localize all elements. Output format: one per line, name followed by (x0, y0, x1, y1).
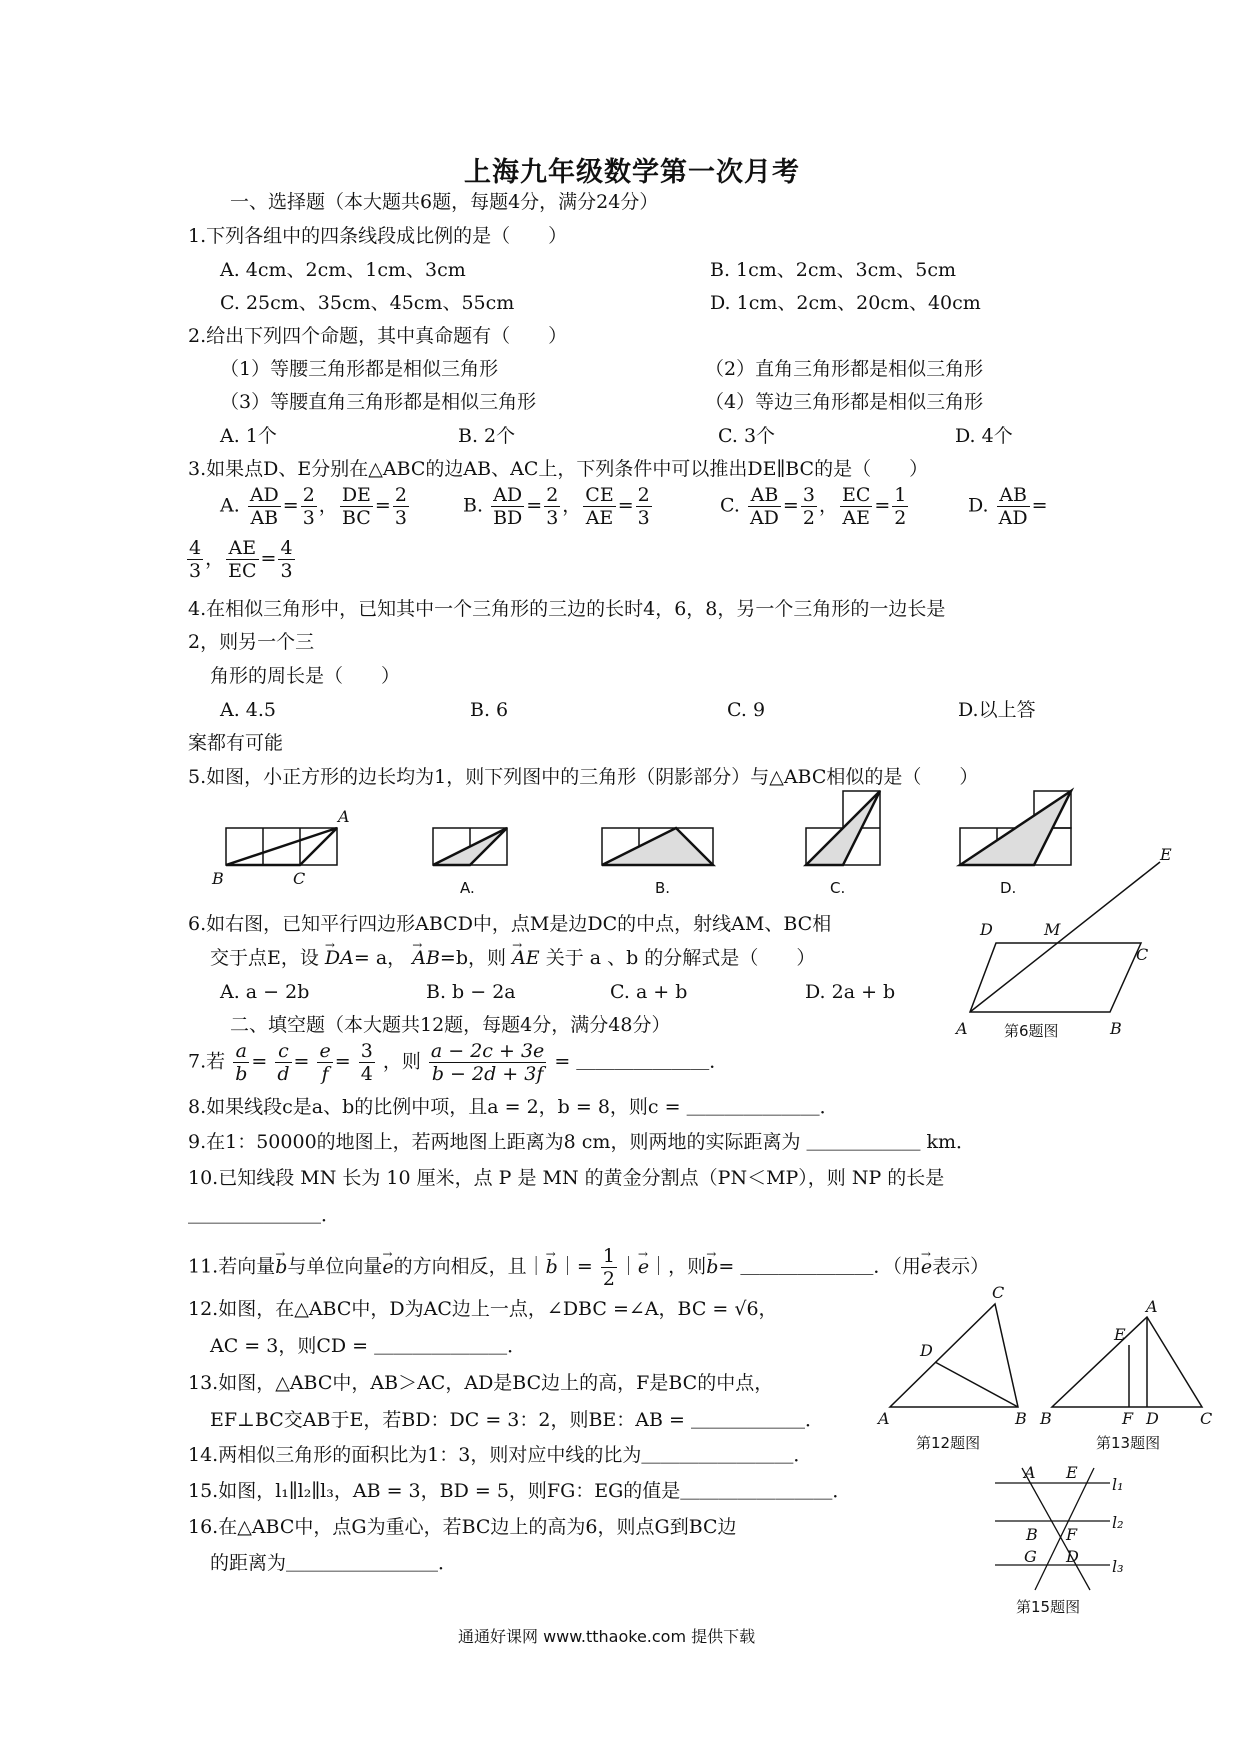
q2-prop-1: （1）等腰三角形都是相似三角形 (220, 358, 499, 380)
q12-fig-caption: 第12题图 (916, 1434, 981, 1452)
q15-fig-l2: l₂ (1112, 1513, 1124, 1532)
q12-fig-c: C (992, 1283, 1005, 1302)
q12-fig-b: B (1015, 1409, 1027, 1428)
section-2-heading: 二、填空题（本大题共12题，每题4分，满分48分） (230, 1014, 671, 1036)
q4-line-3: 角形的周长是（ ） (210, 665, 401, 687)
q2-prop-3: （3）等腰直角三角形都是相似三角形 (220, 391, 537, 413)
q13-fig-f: F (1122, 1409, 1134, 1428)
q15-fig-l3: l₃ (1112, 1557, 1124, 1576)
q4-line-1: 4.在相似三角形中，已知其中一个三角形的三边的长时4，6，8，另一个三角形的一边长是 (188, 598, 946, 620)
q2-option-a: A. 1个 (220, 425, 277, 447)
q5-option-c-figure (806, 791, 880, 865)
q5-label-a: A (338, 807, 350, 826)
q5-abc-figure (226, 828, 337, 865)
q12-fig-a: A (878, 1409, 890, 1428)
q6-fig-caption: 第6题图 (1004, 1022, 1059, 1040)
q12-fig-d: D (920, 1341, 933, 1360)
q6-fig-e: E (1160, 845, 1172, 864)
q5-option-b: B. (655, 879, 671, 897)
q6-fig-b: B (1110, 1019, 1122, 1038)
q11: 11.若向量→ b与单位向量→ e的方向相反，且｜→ b｜= $\frac{1}{2}$ ｜→ e｜，则→ b= ＿＿＿＿＿＿＿．（用→ e表示） (188, 1245, 989, 1290)
q15-fig-a: A (1024, 1463, 1036, 1482)
q3-option-a: A. $\frac{AD}{AB}$ = $\frac{2}{3}$ ， $\frac{DE}{BC}$ = $\frac{2}{3}$ (220, 484, 407, 529)
q15-fig-d: D (1066, 1547, 1079, 1566)
q4-option-a: A. 4.5 (220, 699, 277, 721)
q6-option-b: B. b − 2a (426, 981, 516, 1003)
q9: 9.在1：50000的地图上，若两地图上距离为8 cm，则两地的实际距离为 ＿＿＿＿＿＿ km． (188, 1131, 976, 1153)
q15-fig-e: E (1066, 1463, 1078, 1482)
q10-line-1: 10.已知线段 MN 长为 10 厘米，点 P 是 MN 的黄金分割点（PN＜MP），则 NP 的长是 (188, 1167, 945, 1189)
q3-option-d-cont: $\frac{4}{3}$ ， $\frac{AE}{EC}$ = $\frac{4}{3}$ (189, 537, 293, 582)
q5-label-c: C (293, 869, 306, 888)
q5-option-c: C. (830, 879, 846, 897)
q13-fig-caption: 第13题图 (1096, 1434, 1161, 1452)
q14: 14.两相似三角形的面积比为1：3，则对应中线的比为＿＿＿＿＿＿＿＿． (188, 1444, 813, 1466)
q16-line-1: 16.在△ABC中，点G为重心，若BC边上的高为6，则点G到BC边 (188, 1516, 737, 1538)
q15-fig-caption: 第15题图 (1016, 1598, 1081, 1616)
q2-option-d: D. 4个 (955, 425, 1013, 447)
q4-option-c: C. 9 (727, 699, 766, 721)
q6-fig-c: C (1136, 945, 1149, 964)
q4-option-d: D.以上答 (958, 699, 1036, 721)
q15-figure (995, 1468, 1110, 1590)
q6-option-c: C. a + b (610, 981, 688, 1003)
q1-option-b: B. 1cm、2cm、3cm、5cm (710, 259, 957, 281)
q5-option-a-figure (433, 828, 507, 865)
q5-stem: 5.如图，小正方形的边长均为1，则下列图中的三角形（阴影部分）与△ABC相似的是（ ） (188, 766, 979, 788)
q13-line-1: 13.如图，△ABC中，AB＞AC，AD是BC边上的高，F是BC的中点， (188, 1372, 774, 1394)
q6-fig-m: M (1044, 920, 1061, 939)
q6-option-a: A. a − 2b (220, 981, 310, 1003)
q2-option-c: C. 3个 (718, 425, 776, 447)
q12-figure (890, 1304, 1018, 1407)
q3-a-label: A. (220, 494, 240, 517)
q13-figure (1052, 1317, 1202, 1407)
q15-fig-f: F (1066, 1525, 1078, 1544)
q1-option-d: D. 1cm、2cm、20cm、40cm (710, 292, 981, 314)
q2-prop-2: （2）直角三角形都是相似三角形 (705, 358, 984, 380)
q3-option-b: B. $\frac{AD}{BD}$ = $\frac{2}{3}$ ， $\frac{CE}{AE}$ = $\frac{2}{3}$ (463, 484, 650, 529)
q4-option-b: B. 6 (470, 699, 509, 721)
q6-line-1: 6.如右图，已知平行四边形ABCD中，点M是边DC的中点，射线AM、BC相 (188, 913, 832, 935)
q6-option-d: D. 2a + b (805, 981, 896, 1003)
q6-line-2: 交于点E，设 → DA= a， → AB=b，则 → AE 关于 a 、b 的分解式是（ ） (210, 946, 815, 970)
q5-option-d-figure (960, 791, 1071, 865)
q2-option-b: B. 2个 (458, 425, 516, 447)
q16-line-2: 的距离为＿＿＿＿＿＿＿＿． (210, 1552, 458, 1574)
q12-line-1: 12.如图，在△ABC中，D为AC边上一点，∠DBC =∠A，BC = √6， (188, 1298, 778, 1320)
q3-stem: 3.如果点D、E分别在△ABC的边AB、AC上，下列条件中可以推出DE∥BC的是（ ） (188, 458, 929, 480)
q15-fig-b: B (1026, 1525, 1038, 1544)
q3-option-c: C. $\frac{AB}{AD}$ = $\frac{3}{2}$ ， $\frac{EC}{AE}$ = $\frac{1}{2}$ (720, 484, 907, 529)
q13-fig-d: D (1146, 1409, 1159, 1428)
q12-line-2: AC = 3，则CD = ＿＿＿＿＿＿＿． (210, 1335, 527, 1357)
q7: 7.若 $\frac{a}{b}$ = $\frac{c}{d}$ = $\frac{e}{f}$ = $\frac{3}{4}$ ，则 $\frac{a - 2c + 3e}{b - 2d + 3f}$ = ＿＿＿＿＿＿＿． (188, 1040, 729, 1085)
q8: 8.如果线段c是a、b的比例中项，且a = 2，b = 8，则c = ＿＿＿＿＿＿＿． (188, 1096, 839, 1118)
q15: 15.如图，l₁∥l₂∥l₃，AB = 3，BD = 5，则FG：EG的值是＿＿＿＿＿＿＿＿． (188, 1480, 852, 1502)
q6-fig-a: A (956, 1019, 968, 1038)
q13-fig-a: A (1146, 1297, 1158, 1316)
q15-fig-g: G (1024, 1547, 1037, 1566)
q4-line-2: 2，则另一个三 (188, 631, 315, 653)
footer-source: 通通好课网 www.tthaoke.com 提供下载 (458, 1627, 756, 1646)
q5-label-b: B (212, 869, 224, 888)
q15-fig-l1: l₁ (1112, 1475, 1124, 1494)
page-title: 上海九年级数学第一次月考 (464, 157, 800, 188)
q10-line-2: ＿＿＿＿＿＿＿． (188, 1204, 341, 1226)
q13-line-2: EF⊥BC交AB于E，若BD：DC = 3：2，则BE：AB = ＿＿＿＿＿＿． (210, 1409, 824, 1431)
q6-fig-d: D (980, 920, 993, 939)
q13-fig-e: E (1114, 1325, 1126, 1344)
section-1-heading: 一、选择题（本大题共6题，每题4分，满分24分） (230, 191, 659, 213)
q1-option-c: C. 25cm、35cm、45cm、55cm (220, 292, 515, 314)
q1-stem: 1.下列各组中的四条线段成比例的是（ ） (188, 225, 568, 247)
q5-option-d: D. (1000, 879, 1017, 897)
q1-option-a: A. 4cm、2cm、1cm、3cm (220, 259, 466, 281)
q5-option-b-figure (602, 828, 713, 865)
q4-option-d-cont: 案都有可能 (188, 732, 284, 754)
q2-prop-4: （4）等边三角形都是相似三角形 (705, 391, 984, 413)
q5-option-a: A. (460, 879, 475, 897)
q6-figure (970, 862, 1160, 1012)
q13-fig-b: B (1040, 1409, 1052, 1428)
q13-fig-c: C (1200, 1409, 1213, 1428)
q2-stem: 2.给出下列四个命题，其中真命题有（ ） (188, 325, 568, 347)
q3-option-d: D. $\frac{AB}{AD}$ = (968, 484, 1048, 529)
